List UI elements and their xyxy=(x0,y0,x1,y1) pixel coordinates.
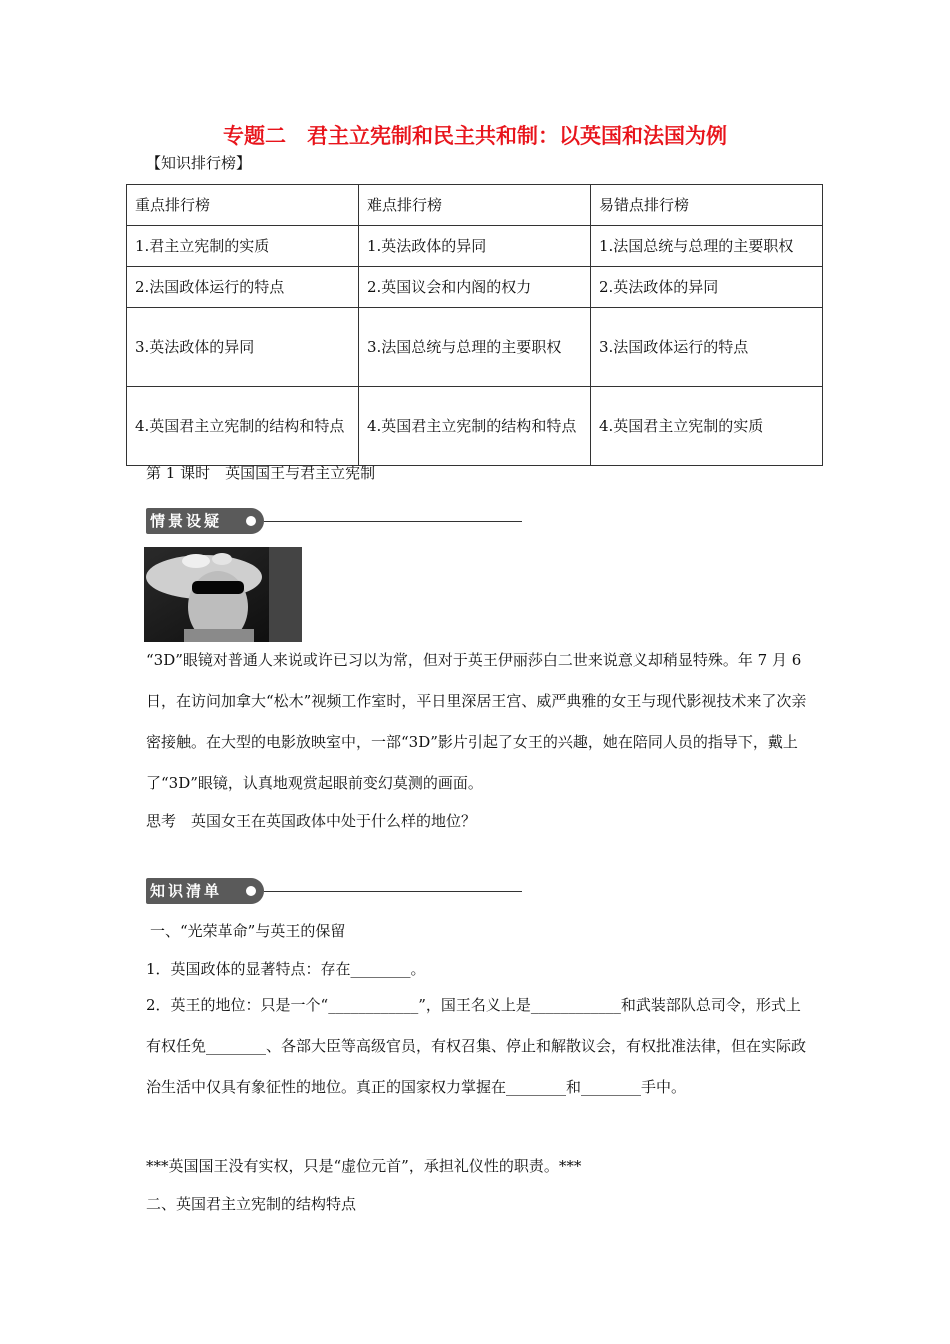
ranking-table xyxy=(126,184,823,466)
table-row xyxy=(127,308,823,387)
divider xyxy=(264,891,522,892)
table-cell: 1.君主立宪制的实质 xyxy=(127,226,359,267)
knowledge-heading-1: 一、“光荣革命”与英王的保留 xyxy=(150,922,346,940)
divider xyxy=(264,521,522,522)
table-header-cell: 重点排行榜 xyxy=(127,185,359,226)
bullet-dot-icon xyxy=(246,886,256,896)
table-cell: 4.英国君主立宪制的结构和特点 xyxy=(359,387,591,466)
queen-photo-image xyxy=(144,547,302,642)
table-row xyxy=(127,226,823,267)
table-cell: 2.法国政体运行的特点 xyxy=(127,267,359,308)
queen-3d-glasses-photo xyxy=(144,547,302,642)
table-header-row xyxy=(127,185,823,226)
page-title: 专题二 君主立宪制和民主共和制：以英国和法国为例 xyxy=(223,124,727,148)
section-label: 知识清单 xyxy=(146,878,264,904)
knowledge-item-1: 1．英国政体的显著特点：存在________。 xyxy=(146,960,426,978)
table-cell: 3.法国总统与总理的主要职权 xyxy=(359,308,591,387)
table-cell: 3.英法政体的异同 xyxy=(127,308,359,387)
table-cell: 2.英国议会和内阁的权力 xyxy=(359,267,591,308)
section-label: 情景设疑 xyxy=(146,508,264,534)
table-cell: 2.英法政体的异同 xyxy=(591,267,823,308)
think-question: 思考 英国女王在英国政体中处于什么样的地位？ xyxy=(146,812,477,830)
table-cell: 4.英国君主立宪制的实质 xyxy=(591,387,823,466)
table-row xyxy=(127,267,823,308)
knowledge-heading-2: 二、英国君主立宪制的结构特点 xyxy=(146,1195,357,1213)
lesson-title: 第 1 课时 英国国王与君主立宪制 xyxy=(146,464,376,482)
bullet-dot-icon xyxy=(246,516,256,526)
knowledge-item-2: 2．英王的地位：只是一个“____________”，国王名义上是____________和武装部队总司令，形式上有权任免________、各部大臣等高级官员，有权召集、停止和解散议会，有权批准法律，但在实际政治生活中仅具有象征性的地位。真正的国家权力掌握在________和________手中。 xyxy=(146,996,807,1096)
table-header-cell: 难点排行榜 xyxy=(359,185,591,226)
table-row xyxy=(127,387,823,466)
table-cell: 4.英国君主立宪制的结构和特点 xyxy=(127,387,359,466)
table-header-cell: 易错点排行榜 xyxy=(591,185,823,226)
table-cell: 1.法国总统与总理的主要职权 xyxy=(591,226,823,267)
table-cell: 3.法国政体运行的特点 xyxy=(591,308,823,387)
ranking-label: 【知识排行榜】 xyxy=(146,154,252,172)
table-cell: 1.英法政体的异同 xyxy=(359,226,591,267)
knowledge-note: ***英国国王没有实权，只是“虚位元首”，承担礼仪性的职责。*** xyxy=(146,1157,582,1175)
scenario-text: “3D”眼镜对普通人来说或许已习以为常，但对于英王伊丽莎白二世来说意义却稍显特殊。年 7 月 6 日，在访问加拿大“松木”视频工作室时，平日里深居王宫、威严典雅的女王与现代影视技术来了次亲密接触。在大型的电影放映室中，一部“3D”影片引起了女王的兴趣，她在陪同人员的指导下，戴上了“3D”眼镜，认真地观赏起眼前变幻莫测的画面。 xyxy=(146,651,807,792)
